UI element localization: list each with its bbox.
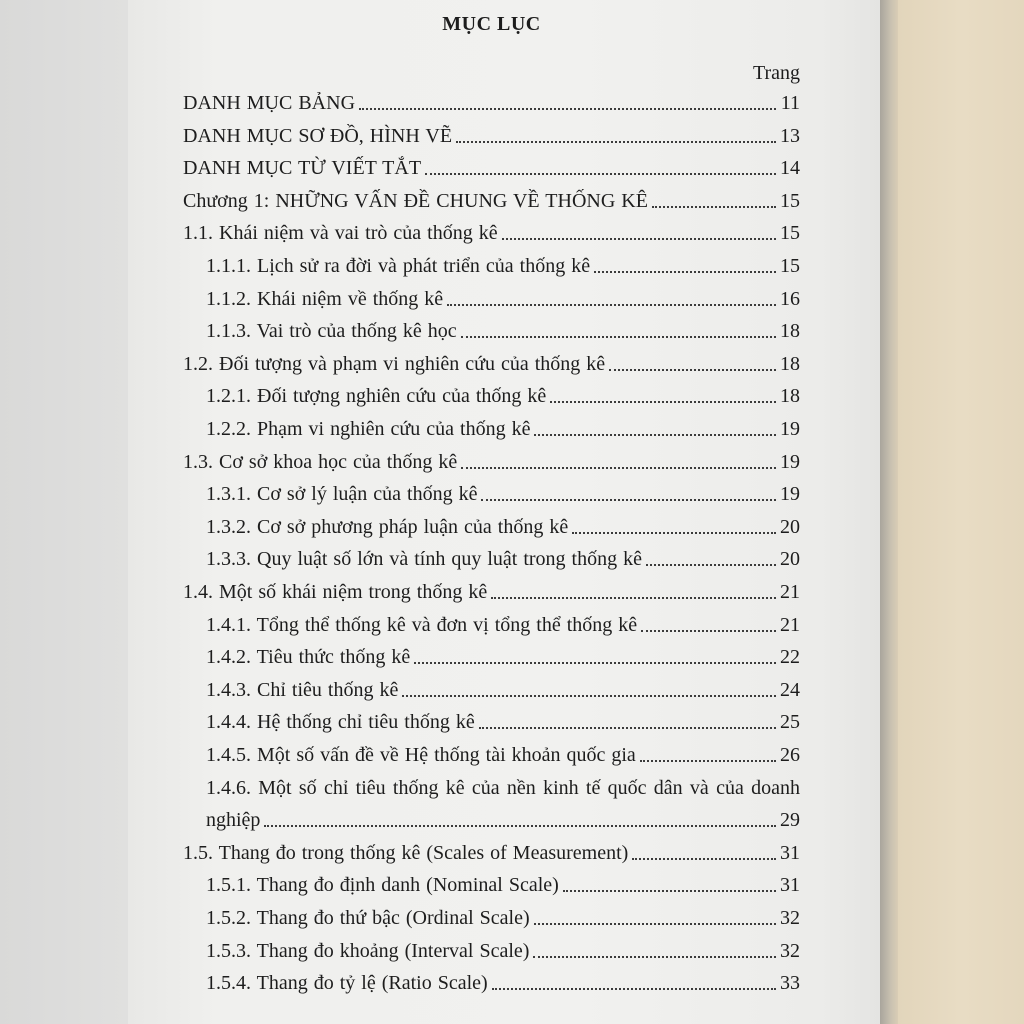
page-title: MỤC LỤC	[442, 13, 541, 35]
toc-entry-page-number: 31	[780, 874, 800, 897]
toc-entry	[183, 91, 800, 115]
toc-entry-title: 1.1.2. Khái niệm về thống kê	[206, 287, 444, 310]
toc-entry	[206, 417, 800, 441]
toc-entry	[206, 743, 800, 767]
toc-entry-page-number: 32	[780, 939, 800, 962]
toc-entry	[183, 124, 800, 148]
toc-entry-page-number: 20	[780, 515, 800, 538]
leader-dots	[609, 369, 776, 371]
leader-dots	[456, 141, 776, 143]
toc-entry-title: 1.3.3. Quy luật số lớn và tính quy luật trong thống kê	[206, 548, 642, 571]
toc-entry	[206, 939, 800, 963]
toc-entry-page-number: 18	[780, 385, 800, 408]
leader-dots	[414, 662, 776, 664]
toc-entry-page-number: 29	[780, 809, 800, 832]
page-edge-shadow	[880, 0, 898, 1024]
toc-entry-title: 1.3.1. Cơ sở lý luận của thống kê	[206, 483, 478, 506]
leader-dots	[425, 173, 776, 175]
toc-entry	[206, 710, 800, 734]
left-background	[0, 0, 128, 1024]
toc-entry	[206, 873, 800, 897]
leader-dots	[550, 401, 776, 403]
toc-entry-title: 1.3. Cơ sở khoa học của thống kê	[183, 450, 458, 473]
toc-entry-page-number: 33	[780, 972, 800, 995]
toc-entry-page-number: 32	[780, 907, 800, 929]
leader-dots	[563, 890, 776, 892]
toc-entry	[206, 547, 800, 571]
leader-dots	[640, 760, 776, 762]
toc-entry	[206, 287, 800, 311]
toc-entry	[206, 678, 800, 702]
leader-dots	[264, 825, 776, 827]
toc-entry-title: 1.3.2. Cơ sở phương pháp luận của thống kê	[206, 515, 569, 538]
toc-entry-title: DANH MỤC BẢNG	[183, 92, 356, 114]
toc-entry	[183, 841, 800, 865]
leader-dots	[534, 923, 776, 925]
table-surface	[898, 0, 1024, 1024]
toc-entry-title: nghiệp	[206, 809, 261, 832]
toc-entry	[206, 613, 800, 637]
toc-entry-title: 1.1.3. Vai trò của thống kê học	[206, 320, 457, 343]
toc-entry-title: 1.4.5. Một số vấn đề về Hệ thống tài khoản quốc gia	[206, 744, 636, 766]
toc-entry-page-number: 18	[780, 352, 800, 375]
toc-entry	[206, 482, 800, 506]
toc-entry-page-number: 19	[780, 483, 800, 506]
toc-entry-page-number: 13	[780, 124, 800, 147]
leader-dots	[572, 532, 776, 534]
toc-entry-page-number: 18	[780, 320, 800, 343]
toc-entry-page-number: 15	[780, 255, 800, 277]
toc-entry-page-number: 20	[780, 548, 800, 571]
toc-entry-title: 1.1.1. Lịch sử ra đời và phát triển của thống kê	[206, 255, 591, 277]
leader-dots	[479, 727, 776, 729]
leader-dots	[646, 564, 776, 566]
toc-entry-title: Chương 1: NHỮNG VẤN ĐỀ CHUNG VỀ THỐNG KÊ	[183, 189, 648, 212]
leader-dots	[461, 467, 776, 469]
toc-entry-title: 1.4.4. Hệ thống chỉ tiêu thống kê	[206, 711, 475, 734]
toc-entry-page-number: 19	[780, 418, 800, 440]
toc-entry-title: 1.5. Thang đo trong thống kê (Scales of Measurement)	[183, 841, 629, 864]
toc-entry-title: 1.2.1. Đối tượng nghiên cứu của thống kê	[206, 385, 547, 408]
toc-entry-title: 1.5.2. Thang đo thứ bậc (Ordinal Scale)	[206, 907, 530, 929]
toc-entry	[183, 352, 800, 376]
toc-entry	[183, 221, 800, 245]
leader-dots	[641, 630, 776, 632]
leader-dots	[502, 238, 776, 240]
toc-entry-page-number: 14	[780, 157, 800, 180]
toc-entry-page-number: 22	[780, 646, 800, 669]
leader-dots	[533, 956, 776, 958]
toc-entry-title: 1.1. Khái niệm và vai trò của thống kê	[183, 222, 498, 245]
toc-entry-title: 1.2. Đối tượng và phạm vi nghiên cứu của thống kê	[183, 352, 606, 375]
toc-entry-page-number: 15	[780, 222, 800, 245]
toc-entry-title: 1.4.2. Tiêu thức thống kê	[206, 646, 411, 669]
table-of-contents	[183, 0, 800, 1024]
toc-entry-title: DANH MỤC TỪ VIẾT TẮT	[183, 157, 422, 180]
leader-dots	[492, 988, 776, 990]
leader-dots	[594, 271, 776, 273]
toc-entry	[206, 515, 800, 539]
toc-entry-page-number: 11	[780, 92, 800, 114]
toc-entry	[206, 645, 800, 669]
leader-dots	[632, 858, 776, 860]
toc-entry-title: 1.5.4. Thang đo tỷ lệ (Ratio Scale)	[206, 972, 488, 995]
toc-entry-page-number: 26	[780, 744, 800, 766]
toc-entry-page-number: 16	[780, 287, 800, 310]
toc-entry-title: 1.2.2. Phạm vi nghiên cứu của thống kê	[206, 418, 531, 440]
toc-entry	[206, 808, 800, 832]
toc-entry-title: DANH MỤC SƠ ĐỒ, HÌNH VẼ	[183, 124, 453, 147]
leader-dots	[652, 206, 776, 208]
toc-entry-page-number: 24	[780, 678, 800, 701]
toc-entry	[183, 156, 800, 180]
toc-entry	[206, 254, 800, 278]
leader-dots	[491, 597, 776, 599]
toc-entry-page-number: 31	[780, 841, 800, 864]
leader-dots	[534, 434, 776, 436]
toc-entry	[206, 319, 800, 343]
toc-entry-title: 1.4.3. Chỉ tiêu thống kê	[206, 678, 399, 701]
toc-entry	[183, 580, 800, 604]
toc-entry-page-number: 21	[780, 581, 800, 603]
toc-entry	[183, 450, 800, 474]
toc-entry	[206, 971, 800, 995]
toc-entry-title: 1.4. Một số khái niệm trong thống kê	[183, 581, 488, 603]
leader-dots	[461, 336, 776, 338]
toc-entry-page-number: 25	[780, 711, 800, 734]
toc-entry-page-number: 21	[780, 613, 800, 636]
toc-entry-title: 1.5.3. Thang đo khoảng (Interval Scale)	[206, 939, 530, 962]
toc-entry-page-number: 15	[780, 189, 800, 212]
toc-entry-title: 1.4.1. Tổng thể thống kê và đơn vị tổng thể thống kê	[206, 613, 638, 636]
toc-entry-page-number: 19	[780, 450, 800, 473]
toc-entry	[183, 189, 800, 213]
toc-entry	[206, 906, 800, 930]
leader-dots	[481, 499, 776, 501]
leader-dots	[359, 108, 776, 110]
leader-dots	[447, 304, 776, 306]
leader-dots	[402, 695, 776, 697]
toc-entry-title: 1.5.1. Thang đo định danh (Nominal Scale)	[206, 874, 559, 897]
toc-entry	[206, 384, 800, 408]
toc-entry-title: 1.4.6. Một số chỉ tiêu thống kê của nền kinh tế quốc dân và của doanh	[206, 776, 800, 799]
page-column-header: Trang	[752, 62, 800, 84]
